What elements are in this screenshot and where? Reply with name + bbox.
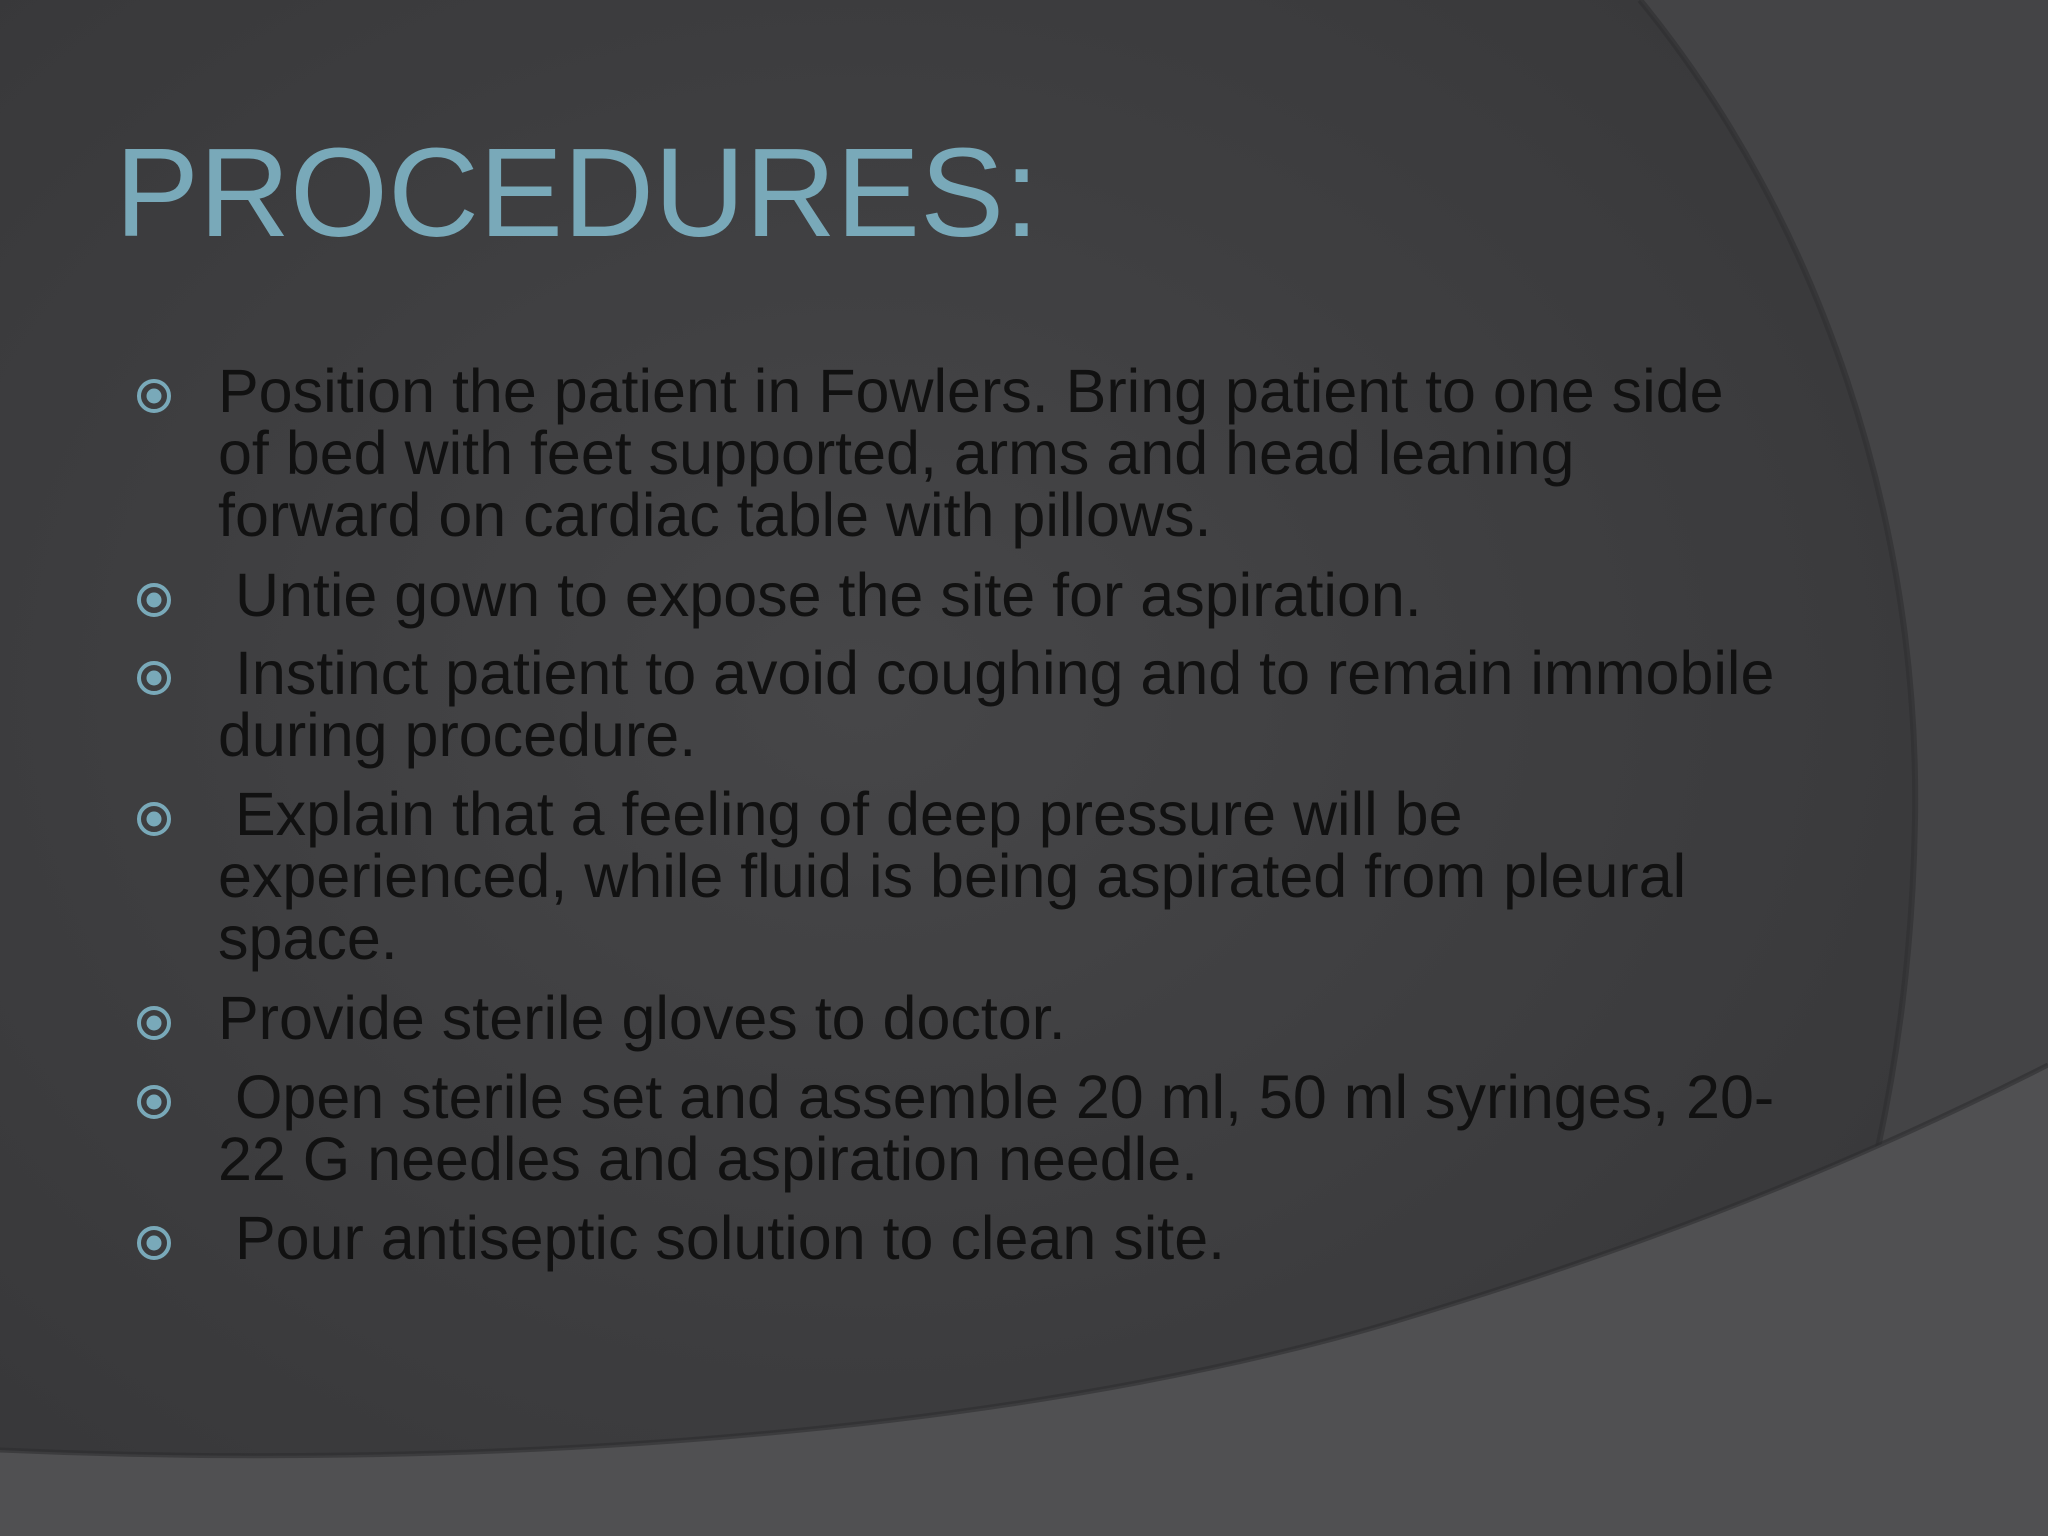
circled-dot-icon — [135, 659, 173, 697]
bullet-text: Pour antiseptic solution to clean site. — [218, 1204, 1226, 1272]
bullet-text: Provide sterile gloves to doctor. — [218, 984, 1066, 1052]
bullet-text: Untie gown to expose the site for aspiration. — [218, 561, 1422, 629]
circled-dot-icon — [135, 1004, 173, 1042]
bullet-text: Position the patient in Fowlers. Bring patient to one side of bed with feet supported, arms and head leaning forward on cardiac table with pillows. — [218, 357, 1741, 549]
bullet-text: Explain that a feeling of deep pressure will be experienced, while fluid is being aspirated from pleural space. — [218, 780, 1704, 972]
circled-dot-icon — [135, 377, 173, 415]
circled-dot-icon — [135, 1083, 173, 1121]
bullet-text: Instinct patient to avoid coughing and to remain immobile during procedure. — [218, 639, 1792, 769]
circled-dot-icon — [135, 1224, 173, 1262]
circled-dot-icon — [135, 581, 173, 619]
circled-dot-icon — [135, 800, 173, 838]
bullet-text: Open sterile set and assemble 20 ml, 50 ml syringes, 20-22 G needles and aspiration needle. — [218, 1063, 1775, 1193]
slide-title: PROCEDURES: — [115, 122, 1040, 263]
